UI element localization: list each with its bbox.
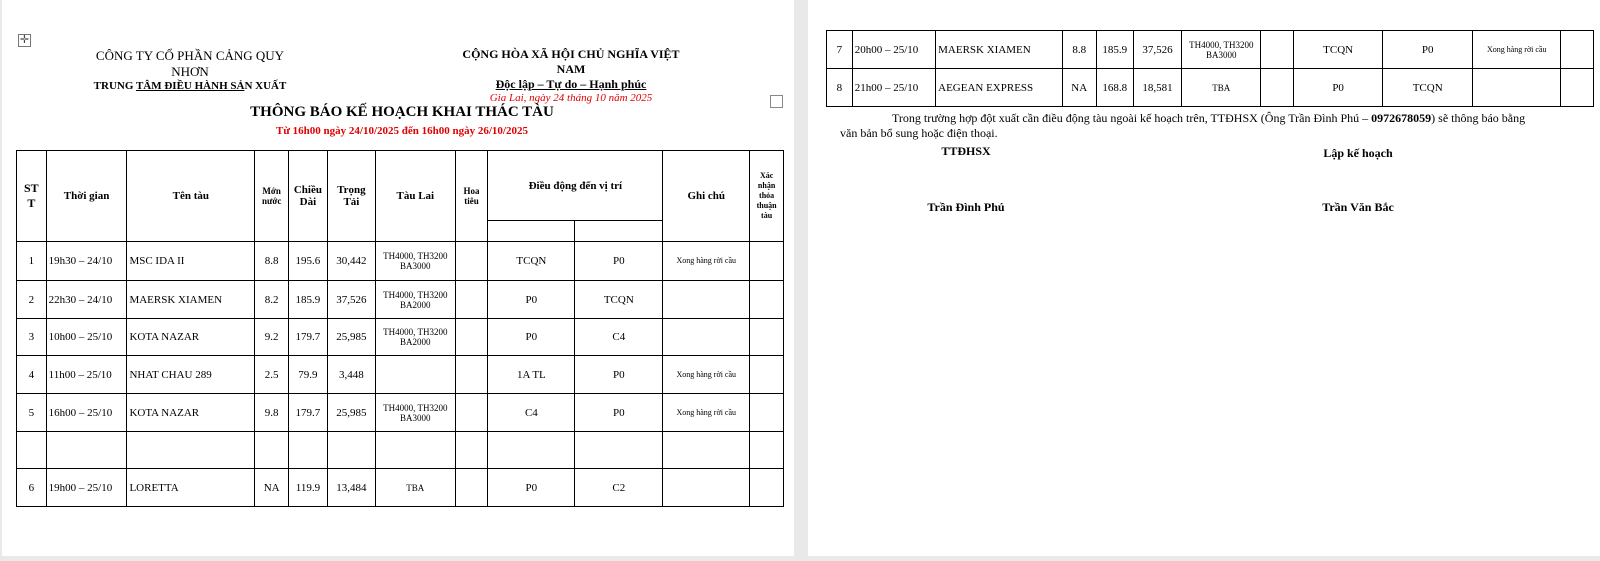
- row-tug: TH4000, TH3200 BA3000: [1182, 31, 1261, 69]
- row-note: [663, 469, 750, 507]
- document-title: THÔNG BÁO KẾ HOẠCH KHAI THÁC TÀU: [250, 104, 554, 120]
- row-confirm: [1560, 31, 1593, 69]
- row-to: P0: [575, 356, 663, 394]
- note-prefix: Trong trường hợp đột xuất cần điều động tàu ngoài kế hoạch trên, TTĐHSX (Ông Trần Đình Phú –: [892, 111, 1372, 125]
- row-pilot: [455, 319, 488, 356]
- row-from: [488, 432, 575, 469]
- row-confirm: [750, 432, 784, 469]
- row-stt: 6: [17, 469, 47, 507]
- row-draft: 9.2: [255, 319, 289, 356]
- document-subtitle: Từ 16h00 ngày 24/10/2025 đến 16h00 ngày 26/10/2025: [275, 125, 528, 137]
- row-to: C2: [575, 469, 663, 507]
- row-draft: 9.8: [255, 394, 289, 432]
- row-to: C4: [575, 319, 663, 356]
- row-draft: 2.5: [255, 356, 289, 394]
- row-confirm: [750, 394, 784, 432]
- table-row: [17, 394, 784, 432]
- row-length: 195.6: [289, 242, 328, 281]
- row-to: P0: [575, 242, 663, 281]
- row-confirm: [1560, 69, 1593, 107]
- row-length: 185.9: [1096, 31, 1133, 69]
- row-tonnage: 13,484: [327, 469, 375, 507]
- row-from: TCQN: [488, 242, 575, 281]
- row-time: 10h00 – 25/10: [46, 319, 127, 356]
- row-tug: [375, 432, 455, 469]
- row-draft: [255, 432, 289, 469]
- row-to: TCQN: [1382, 69, 1473, 107]
- row-note: Xong hàng rời cầu: [1473, 31, 1561, 69]
- row-pilot: [455, 394, 488, 432]
- table-row: [17, 319, 784, 356]
- row-ship: KOTA NAZAR: [127, 394, 255, 432]
- row-ship: [127, 432, 255, 469]
- row-tonnage: 37,526: [1133, 31, 1181, 69]
- col-draft: Mớn nước: [255, 151, 289, 242]
- col-length: Chiều Dài: [289, 151, 328, 242]
- row-to: P0: [575, 394, 663, 432]
- col-note: Ghi chú: [663, 151, 750, 242]
- schedule-rows: [17, 242, 784, 507]
- row-pilot: [1261, 69, 1294, 107]
- row-ship: AEGEAN EXPRESS: [936, 69, 1063, 107]
- col-confirm: Xác nhận thỏa thuận tàu: [750, 151, 784, 242]
- row-stt: 2: [17, 281, 47, 319]
- row-time: 19h00 – 25/10: [46, 469, 127, 507]
- signature-left-name: Trần Đình Phú: [927, 200, 1005, 214]
- row-stt: 5: [17, 394, 47, 432]
- row-length: 179.7: [289, 319, 328, 356]
- row-length: 79.9: [289, 356, 328, 394]
- row-from: P0: [488, 319, 575, 356]
- row-length: 185.9: [289, 281, 328, 319]
- document-page-1: [2, 0, 794, 556]
- unit-suffix: N XUẤT: [244, 80, 287, 92]
- row-note: Xong hàng rời cầu: [663, 394, 750, 432]
- row-ship: KOTA NAZAR: [127, 319, 255, 356]
- row-length: 168.8: [1096, 69, 1133, 107]
- row-to: [575, 432, 663, 469]
- unit-underlined: TÂM ĐIỀU HÀNH SẢ: [135, 80, 245, 92]
- row-pilot: [455, 281, 488, 319]
- row-note: [663, 319, 750, 356]
- row-time: [46, 432, 127, 469]
- row-from: 1A TL: [488, 356, 575, 394]
- table-row: [17, 432, 784, 469]
- table-row: [17, 242, 784, 281]
- row-ship: MAERSK XIAMEN: [127, 281, 255, 319]
- row-confirm: [750, 242, 784, 281]
- col-move: Điều động đến vị trí: [488, 151, 663, 221]
- place-date: Gia Lai, ngày 24 tháng 10 năm 2025: [489, 92, 653, 104]
- table-row: [17, 281, 784, 319]
- row-note: Xong hàng rời cầu: [663, 356, 750, 394]
- table-move-icon[interactable]: ✛: [19, 33, 30, 46]
- col-tonnage: Trọng Tải: [327, 151, 375, 242]
- schedule-rows-continued: [827, 31, 1594, 107]
- row-time: 11h00 – 25/10: [46, 356, 127, 394]
- col-stt: ST T: [17, 151, 47, 242]
- row-ship: NHAT CHAU 289: [127, 356, 255, 394]
- row-to: TCQN: [575, 281, 663, 319]
- table-row: [827, 31, 1594, 69]
- row-from: P0: [488, 469, 575, 507]
- row-tug: TH4000, TH3200 BA2000: [375, 319, 455, 356]
- schedule-table-continued: [826, 30, 1594, 107]
- row-stt: 1: [17, 242, 47, 281]
- table-header-row: [17, 151, 784, 221]
- row-tug: TBA: [1182, 69, 1261, 107]
- row-length: 119.9: [289, 469, 328, 507]
- row-pilot: [1261, 31, 1294, 69]
- row-draft: 8.2: [255, 281, 289, 319]
- row-tonnage: 30,442: [327, 242, 375, 281]
- col-time: Thời gian: [46, 151, 127, 242]
- row-pilot: [455, 432, 488, 469]
- col-tug: Tàu Lai: [375, 151, 455, 242]
- row-ship: MSC IDA II: [127, 242, 255, 281]
- row-stt: 8: [827, 69, 853, 107]
- row-ship: MAERSK XIAMEN: [936, 31, 1063, 69]
- republic-name: CỘNG HÒA XÃ HỘI CHỦ NGHĨA VIỆT NAM: [462, 47, 680, 76]
- col-pilot: Hoa tiêu: [455, 151, 488, 242]
- row-from: C4: [488, 394, 575, 432]
- row-tonnage: 18,581: [1133, 69, 1181, 107]
- row-confirm: [750, 281, 784, 319]
- row-note: [663, 281, 750, 319]
- col-move-from: [488, 221, 575, 242]
- document-page-2: [808, 0, 1600, 556]
- row-draft: NA: [255, 469, 289, 507]
- row-note: [663, 432, 750, 469]
- national-motto: Độc lập – Tự do – Hạnh phúc: [495, 77, 647, 91]
- signature-right-name: Trần Văn Bắc: [1322, 200, 1394, 214]
- row-time: 20h00 – 25/10: [852, 31, 935, 69]
- table-row: [17, 356, 784, 394]
- row-time: 22h30 – 24/10: [46, 281, 127, 319]
- row-tonnage: 25,985: [327, 394, 375, 432]
- row-draft: NA: [1062, 69, 1096, 107]
- table-row: [17, 469, 784, 507]
- row-pilot: [455, 469, 488, 507]
- row-tug: TBA: [375, 469, 455, 507]
- row-draft: 8.8: [1062, 31, 1096, 69]
- row-confirm: [750, 469, 784, 507]
- row-from: P0: [488, 281, 575, 319]
- row-confirm: [750, 319, 784, 356]
- row-note: [1473, 69, 1561, 107]
- table-resize-icon[interactable]: [770, 95, 783, 108]
- row-pilot: [455, 356, 488, 394]
- company-name: CÔNG TY CỔ PHẦN CẢNG QUY NHƠN: [95, 48, 285, 79]
- row-to: P0: [1382, 31, 1473, 69]
- contact-phone: 0972678059: [1371, 111, 1432, 125]
- row-tug: TH4000, TH3200 BA3000: [375, 394, 455, 432]
- signature-left-title: TTĐHSX: [941, 144, 991, 158]
- note-suffix: ) sẽ thông báo bằng văn bản bổ sung hoặc điện thoại.: [840, 111, 1526, 140]
- row-note: Xong hàng rời cầu: [663, 242, 750, 281]
- row-stt: 4: [17, 356, 47, 394]
- row-stt: 3: [17, 319, 47, 356]
- row-time: 19h30 – 24/10: [46, 242, 127, 281]
- footer-note: [840, 111, 1540, 141]
- organization-header: [80, 48, 300, 92]
- row-stt: [17, 432, 47, 469]
- row-time: 21h00 – 25/10: [852, 69, 935, 107]
- row-time: 16h00 – 25/10: [46, 394, 127, 432]
- row-tug: [375, 356, 455, 394]
- row-tonnage: 3,448: [327, 356, 375, 394]
- national-header: [448, 47, 694, 104]
- row-tug: TH4000, TH3200 BA2000: [375, 281, 455, 319]
- row-tonnage: [327, 432, 375, 469]
- row-tonnage: 25,985: [327, 319, 375, 356]
- table-row: [827, 69, 1594, 107]
- row-pilot: [455, 242, 488, 281]
- row-tonnage: 37,526: [327, 281, 375, 319]
- row-tug: TH4000, TH3200 BA3000: [375, 242, 455, 281]
- col-move-to: [575, 221, 663, 242]
- row-confirm: [750, 356, 784, 394]
- col-ship: Tên tàu: [127, 151, 255, 242]
- row-from: TCQN: [1294, 31, 1383, 69]
- row-draft: 8.8: [255, 242, 289, 281]
- row-length: [289, 432, 328, 469]
- row-length: 179.7: [289, 394, 328, 432]
- unit-prefix: TRUNG: [93, 80, 136, 92]
- row-from: P0: [1294, 69, 1383, 107]
- row-ship: LORETTA: [127, 469, 255, 507]
- schedule-table: [16, 150, 784, 507]
- signature-right-title: Lập kế hoạch: [1323, 146, 1393, 160]
- row-stt: 7: [827, 31, 853, 69]
- unit-name: [80, 80, 300, 92]
